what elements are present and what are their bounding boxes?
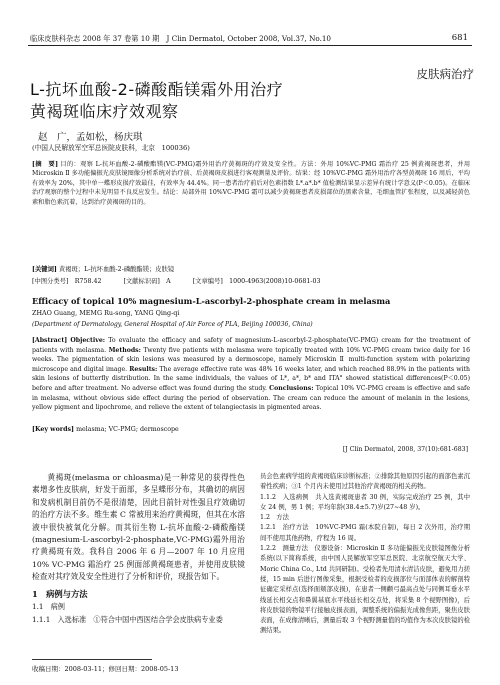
footnote-dates: 收稿日期：2008-03-11；修回日期：2008-05-13 (32, 665, 179, 673)
page-number: 681 (451, 33, 468, 43)
document-code: [文献标识码] A (123, 278, 171, 285)
intro-paragraph: 黄褐斑(melasma or chloasma)是一种常见的获得性色素增多性皮肤病，好发于面部，多呈蝶形分布，其确切的病因和发病机制目前仍不是很清楚，因此目前针对性强且疗效确切的治疗方法不多。维生素 C 常被用来治疗黄褐斑，但其在水溶液中很快被氧化分解。而其衍生物 L-抗坏血酸-2-磷酸酯镁(magnesium-L-ascorbyl-2-phosphate,VC-PMG)霜外用治疗黄褐斑有效。我科自 2006 年 6 月—2007 年 10 月应用 10% VC-PMG 霜治疗 25 例面部黄褐斑患者，并使用皮肤镜检查对其疗效及安全性进行了分析和评价，现报告如下。 (32, 473, 245, 582)
header-rule (28, 45, 472, 46)
methods-text: Twenty five patients with melasma were topically treated with 10% VC-PMG cream twice daily for 16 weeks. The pigmentation of skin lesions was measured by a dermoscope, namely Microskin Ⅱ multi-function system with polarizing microscope and digital image. (32, 346, 471, 373)
running-head: 临床皮肤科杂志 2008 年 37 卷第 10 期 J Clin Dermatol, October 2008, Vol.37, No.10 (30, 34, 332, 43)
footnote-rule (32, 659, 152, 660)
authors: 赵 广，孟如松，杨庆琪 (38, 132, 143, 143)
body-left-column (32, 472, 245, 627)
title-line-2: 黄褐斑临床疗效观察 (30, 102, 179, 121)
results-label: Results: (129, 365, 158, 373)
conclusions-text: Topical 10% VC-PMG cream is effective and safe in melasma, without obvious side effect during the period of observation. The cream can reduce the amount of melanin in the lesions, yellow pigment and lipochrome, and relieve the extent of telangiectasis in pigmented areas. (32, 384, 470, 412)
english-abstract (32, 336, 470, 413)
right-paragraph-3: 1.2 方法 (260, 514, 289, 522)
affiliation: (中国人民解放军空军总医院皮肤科，北京 100036) (32, 144, 190, 152)
section-heading-1: 1 病例与方法 (32, 588, 88, 599)
english-keywords (32, 426, 179, 433)
right-paragraph-1: 员会色素病学组的黄褐斑临床诊断标准；②排除其他原因引起的面部色素沉着性疾病；③1 个月内未使用过其他治疗黄褐斑的相关药物。 (260, 473, 470, 491)
right-paragraph-4: 1.2.1 治疗方法 10%VC-PMG 霜(本院自制)，每日 2 次外用，治疗期间不使用其他药物，疗程为 16 周。 (260, 524, 470, 542)
en-keywords-text: melasma; VC-PMG; dermoscope (76, 426, 179, 433)
en-abstract-label: [Abstract] (32, 337, 68, 344)
subsection-1-1-1: 1.1.1 入选标准 ①符合中国中西医结合学会皮肤病专业委 (32, 615, 223, 625)
conclusions-label: Conclusions: (269, 384, 314, 392)
section-tag: 皮肤病治疗 (416, 67, 474, 81)
cn-keywords-text: 黄褐斑；L-抗坏血酸-2-磷酸酯镁；皮肤镜 (58, 266, 175, 273)
right-paragraph-5: 1.2.2 测量方法 仪器设备：Microskin Ⅱ 多功能偏振光皮肤镜图像分析系统(以下简称系统，由中国人民解放军空军总医院、北京航空航天大学、Moric China Co., Ltd 共同研制)。受检者先用清水清洁皮肤，避免用力搓揉，15 min 后进行图像采集，根据受检者的皮损部位与面部体表的解剖特征确定采样点(选择面颊部皮损)，在患者一侧颧弓最高点处与同侧耳垂水平线延长相交点和鼻翼基底水平线延长相交点处，将采集 8 个视野图像)，后将皮肤镜的物镜平行接触皮损表面，调整系统的偏振光成像焦距，聚焦皮肤表面，在成像清晰后，测量后取 3 个视野测量值的均值作为本次皮肤镜的检测结果。 (260, 545, 470, 635)
en-keywords-label: [Key words] (32, 426, 75, 433)
title-line-1: L-抗坏血酸-2-磷酸酯镁霜外用治疗 (30, 80, 284, 99)
cn-abstract-text: 目的：观察 L-抗坏血酸-2-磷酸酯镁(VC-PMG)霜外用治疗黄褐斑的疗效及安全性。方法：外用 10%VC-PMG 霜治疗 25 例黄褐斑患者，并用 Microskin Ⅱ 多功能偏振光皮肤镜图像分析系统对治疗前、后黄褐斑皮损进行客观测量及评价。结果：经 10%VC-PMG 霜外用治疗各型黄褐斑 16 周后，平均有效率为 20%，其中单一蝶形皮损疗效最佳，有效率为 44.4%。同一患者治疗前后对色素指数 L*.a*.b* 值检测结果显示差异有统计学意义(P＜0.05)。在临床治疗观察的整个过程中未见明显不良反应发生。结论：局部外用 10%VC-PMG 霜可以减少黄褐斑患者皮损部位的黑素含量，毛细血管扩张程度，以及减轻黄色素和脂色素沉着，达到治疗黄褐斑的目的。 (32, 161, 471, 206)
methods-label: Methods: (108, 346, 141, 354)
article-title (30, 79, 283, 123)
classification-line (32, 276, 470, 285)
english-affiliation: (Department of Dermatology, General Hospital of Air Force of PLA, Beijing 100036, China) (32, 321, 313, 328)
english-title: Efficacy of topical 10% magnesium-L-ascorbyl-2-phosphate cream in melasma (32, 296, 391, 306)
body-right-column (260, 472, 470, 637)
results-text: The average effective rate was 48% 16 weeks later, and which reached 88.9% in the patients with skin lesions of butterfly distribution. In the same individuals, the values of L*, a*, b* and ITA° showed statistical differences(P＜0.05) before and after treatment. No adverse effect was found during the study. (32, 365, 470, 392)
citation: [J Clin Dermatol, 2008, 37(10):681-683] (342, 446, 468, 453)
clc-number: [中图分类号] R758.42 (32, 278, 102, 285)
chinese-abstract (32, 160, 470, 207)
english-authors: ZHAO Guang, MEMG Ru-song, YANG Qing-qi (32, 309, 180, 317)
right-paragraph-2: 1.1.2 入选病例 共入选黄褐斑患者 30 例，实际完成治疗 25 例，其中女 24 例，男 1 例；平均年龄(38.4±5.7)岁(27~48 岁)。 (260, 493, 470, 511)
objective-text: To evaluate the efficacy and safety of magnesium-L-ascorbyl-2-phosphate(VC-PMG) cream for the treatment of patients with melasma. (32, 337, 471, 354)
article-number: [文章编号] 1000-4963(2008)10-0681-03 (192, 278, 321, 285)
subsection-heading-1-1: 1.1 病例 (32, 602, 65, 612)
cn-abstract-label: [摘 要] (32, 161, 58, 168)
chinese-keywords (32, 264, 174, 273)
cn-keywords-label: [关键词] (32, 266, 57, 273)
objective-label: Objective: (70, 337, 106, 344)
